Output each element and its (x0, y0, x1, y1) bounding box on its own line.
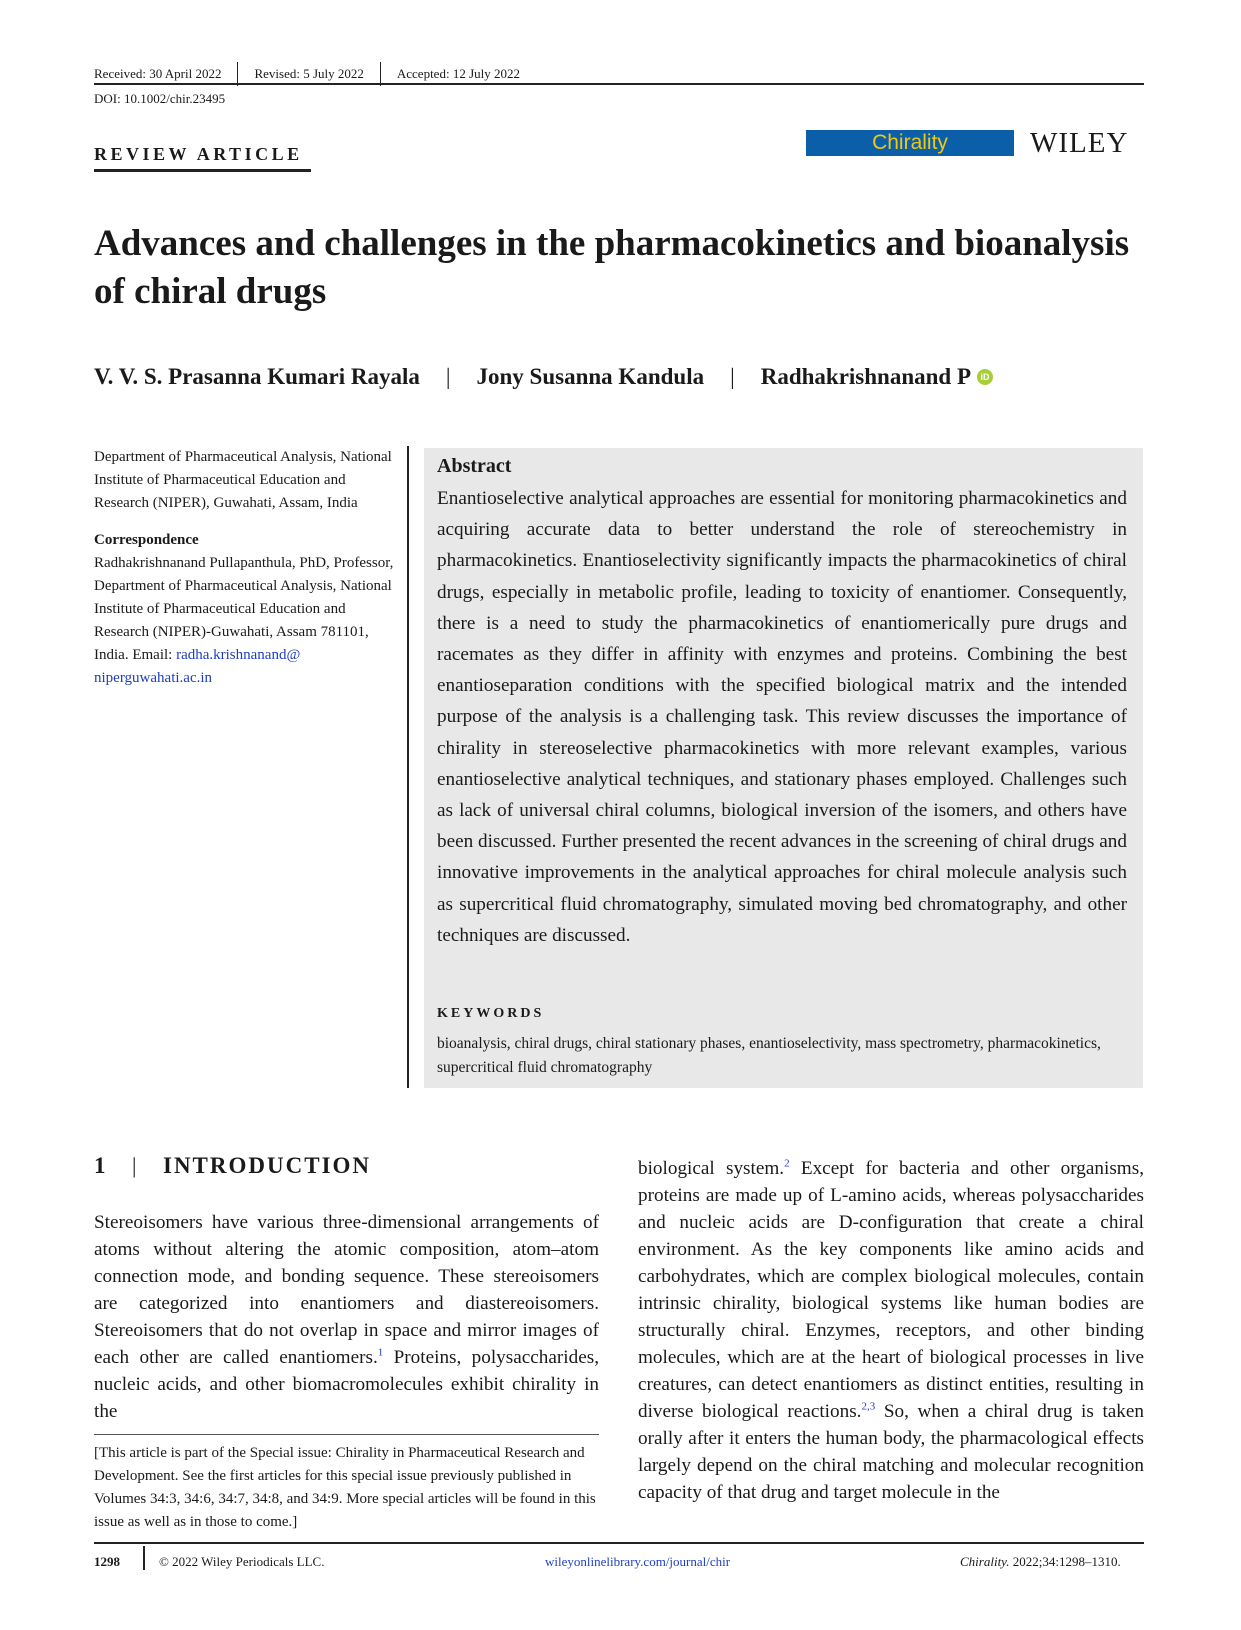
correspondence-text (94, 552, 394, 690)
article-type-underline (94, 169, 311, 172)
keywords-heading: KEYWORDS (437, 1006, 545, 1021)
email-link[interactable]: radha.krishnanand@ niperguwahati.ac.in (94, 647, 301, 686)
intro-right-column (638, 1155, 1144, 1506)
accepted-date: Accepted: 12 July 2022 (396, 66, 520, 81)
doi: DOI: 10.1002/chir.23495 (94, 91, 226, 106)
author-separator: | (445, 364, 451, 389)
abstract-text: Enantioselective analytical approaches are essential for monitoring pharmacokinetics and acquiring accurate data to better understand the role of stereochemistry in pharmacokinetics. Enantioselectivity significantly impacts the pharmacokinetics of chiral drugs, especially in metabolic profile, leading to toxicity of enantiomer. Consequently, there is a need to study the pharmacokinetics of enantiomerically pure drugs and racemates as they differ in affinity with enzymes and proteins. Combining the best enantioseparation conditions with the specified biological matrix and the intended purpose of the analysis is a challenging task. This review discusses the importance of chirality in stereoselective pharmacokinetics with more relevant examples, various enantioselective analytical techniques, and stationary phases employed. Challenges such as lack of universal chiral columns, biological inversion of the isomers, and others have been discussed. Further presented the recent advances in the screening of chiral drugs and innovative improvements in the analytical approaches for chiral molecule analysis such as supercritical fluid chromatography, simulated moving bed chromatography, and other techniques are discussed. (437, 488, 1127, 946)
author-list (94, 364, 1154, 390)
paper-title: Advances and challenges in the pharmacokinetics and bioanalysis of chiral drugs (94, 223, 1130, 312)
header-rule (94, 83, 1144, 85)
author-2: Jony Susanna Kandula (476, 364, 705, 389)
revised-date: Revised: 5 July 2022 (254, 66, 364, 81)
citation-link[interactable]: 1 (377, 1346, 384, 1359)
footer-rule (94, 1542, 1144, 1544)
journal-name: Chirality. (960, 1554, 1010, 1569)
intro-paragraph: Proteins, polysaccharides, nucleic acids, and other biomacromolecules exhibit chirality in the (94, 1347, 599, 1422)
section-number: 1 (94, 1153, 106, 1178)
footer-divider (143, 1546, 145, 1570)
received-date: Received: 30 April 2022 (94, 66, 222, 81)
intro-paragraph: biological system. (638, 1158, 785, 1179)
citation-link[interactable]: 2,3 (861, 1400, 876, 1413)
section-heading: INTRODUCTION (163, 1153, 372, 1178)
correspondence-address: Radhakrishnanand Pullapanthula, PhD, Professor, Department of Pharmaceutical Analysis, National Institute of Pharmaceutical Education and Research (NIPER)-Guwahati, Assam 781101, India. (94, 555, 394, 663)
footnote-rule (94, 1434, 599, 1435)
section-separator: | (132, 1153, 137, 1178)
page-number: 1298 (94, 1554, 120, 1569)
intro-paragraph: So, when a chiral drug is taken orally after it enters the human body, the pharmacological effects largely depend on the chiral matching and molecular recognition capacity of that drug and target molecule in the (638, 1401, 1144, 1503)
correspondence-heading: Correspondence (94, 532, 199, 548)
author-separator: | (730, 364, 735, 389)
orcid-icon[interactable]: iD (977, 369, 993, 385)
intro-paragraph: Except for bacteria and other organisms, proteins are made up of L-amino acids, whereas polysaccharides and nucleic acids are D-configuration that create a chiral environment. As the key components like amino acids and carbohydrates, which are complex biological molecules, contain intrinsic chirality, biological systems like human bodies are structurally chiral. Enzymes, receptors, and other binding molecules, which are at the heart of biological processes in live creatures, can detect enantiomers as distinct entities, resulting in diverse biological reactions. (638, 1158, 1144, 1422)
department: Department of Pharmaceutical Analysis, National Institute of Pharmaceutical Education and Research (NIPER), Guwahati, Assam, India (94, 449, 392, 511)
intro-left-column (94, 1209, 599, 1425)
author-3: Radhakrishnanand P (760, 364, 971, 389)
publisher-logo: WILEY (1030, 127, 1129, 159)
journal-citation (960, 1554, 1121, 1570)
keywords-text: bioanalysis, chiral drugs, chiral stationary phases, enantioselectivity, mass spectrometry, pharmacokinetics, supercritical fluid chromatography (437, 1035, 1101, 1076)
journal-logo: Chirality (806, 130, 1014, 156)
abstract-divider (407, 446, 409, 1088)
footnote: [This article is part of the Special issue: Chirality in Pharmaceutical Research and Development. See the first articles for this special issue previously published in Volumes 34:3, 34:6, 34:7, 34:8, and 34:9. More special articles will be found in this issue as well as in those to come.] (94, 1445, 596, 1530)
affiliation-block (94, 446, 394, 690)
abstract-heading: Abstract (437, 455, 512, 477)
article-type: REVIEW ARTICLE (94, 144, 303, 164)
volume-pages: 2022;34:1298–1310. (1009, 1554, 1121, 1569)
email-label: Email: (132, 647, 177, 663)
intro-paragraph: Stereoisomers have various three-dimensional arrangements of atoms without altering the atomic composition, atom–atom connection mode, and bonding sequence. These stereoisomers are categorized into enantiomers and diastereoisomers. Stereoisomers that do not overlap in space and mirror images of each other are called enantiomers. (94, 1212, 599, 1368)
citation-link[interactable]: 2 (784, 1157, 790, 1170)
journal-link[interactable]: wileyonlinelibrary.com/journal/chir (545, 1554, 731, 1569)
author-1: V. V. S. Prasanna Kumari Rayala (94, 364, 420, 389)
copyright: © 2022 Wiley Periodicals LLC. (159, 1554, 325, 1569)
